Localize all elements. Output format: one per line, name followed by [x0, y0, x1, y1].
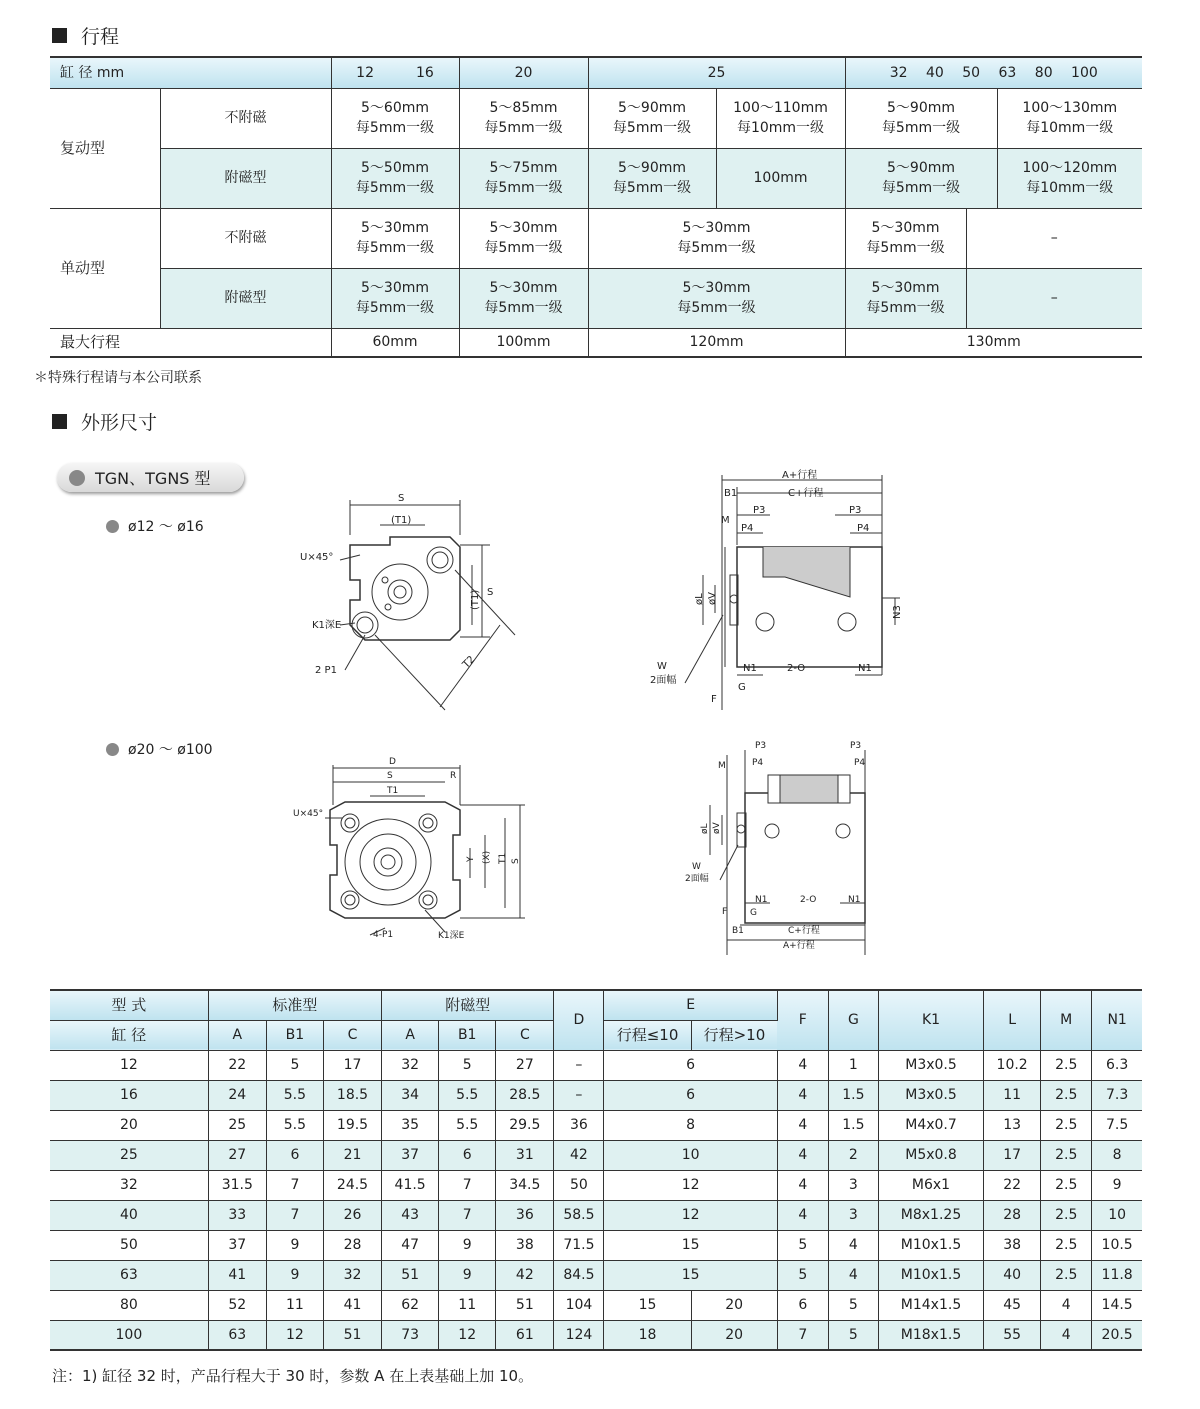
table-cell: 12	[439, 1320, 496, 1350]
table-cell: 51	[323, 1320, 381, 1350]
table-cell: 4	[828, 1260, 878, 1290]
table-cell: 4	[828, 1230, 878, 1260]
non-magnetic-label: 不附磁	[160, 208, 331, 268]
label-M: M	[718, 761, 726, 771]
table-row	[50, 1140, 1142, 1170]
table-cell: 73	[382, 1320, 439, 1350]
max-stroke-cell: 130mm	[845, 328, 1142, 357]
table-cell: 5.5	[266, 1110, 323, 1140]
table-cell: 9	[439, 1260, 496, 1290]
dims-title-text: 外形尺寸	[81, 412, 158, 434]
table-cell: 12	[604, 1170, 777, 1200]
table-cell: 5.5	[266, 1080, 323, 1110]
table-cell: 5	[828, 1320, 878, 1350]
single-acting-label: 单动型	[50, 208, 160, 328]
table-cell: M3x0.5	[878, 1050, 983, 1080]
table-cell: M8x1.25	[878, 1200, 983, 1230]
label-P4: P4	[741, 523, 754, 534]
table-cell: 5	[266, 1050, 323, 1080]
magnetic-label: 附磁型	[160, 148, 331, 208]
label-P3-right: P3	[850, 741, 862, 751]
label-T1: T1	[387, 786, 399, 796]
table-cell: 1.5	[828, 1110, 878, 1140]
table-cell: 9	[266, 1230, 323, 1260]
label-C-stroke: C+行程	[788, 488, 824, 499]
header-B1: B1	[266, 1020, 323, 1050]
table-cell: M10x1.5	[878, 1260, 983, 1290]
table-cell: 2.5	[1041, 1200, 1092, 1230]
label-B1: B1	[724, 488, 738, 499]
table-cell: 15	[604, 1260, 777, 1290]
table-cell: 18.5	[323, 1080, 381, 1110]
table-cell: 51	[382, 1260, 439, 1290]
header-magnetic: 附磁型	[382, 990, 554, 1020]
model-pill-text: TGN、TGNS 型	[95, 469, 211, 488]
front-view-large-drawing	[285, 750, 545, 945]
table-cell: 5.5	[439, 1080, 496, 1110]
header-L: L	[984, 990, 1041, 1050]
table-cell: 42	[496, 1260, 554, 1290]
table-cell: 25	[208, 1110, 266, 1140]
stroke-cell: 5～30mm 每5mm一级	[331, 268, 459, 328]
table-cell: 4	[777, 1080, 828, 1110]
label-A-stroke: A+行程	[782, 470, 818, 481]
label-K1E: K1深E	[438, 931, 465, 941]
table-cell: M3x0.5	[878, 1080, 983, 1110]
table-cell: 24	[208, 1080, 266, 1110]
table-cell: 28	[984, 1200, 1041, 1230]
table-cell: 11.8	[1092, 1260, 1142, 1290]
label-F: F	[722, 907, 728, 917]
label-T1-side: T1	[498, 852, 508, 864]
header-C: C	[323, 1020, 381, 1050]
table-cell: 10	[1092, 1200, 1142, 1230]
table-cell: 5	[777, 1230, 828, 1260]
table-cell: 104	[554, 1290, 604, 1320]
table-cell: 7	[777, 1320, 828, 1350]
table-row	[50, 1320, 1142, 1350]
table-cell: 2.5	[1041, 1050, 1092, 1080]
table-cell: M6x1	[878, 1170, 983, 1200]
table-cell: 27	[208, 1140, 266, 1170]
label-P3-right: P3	[849, 505, 862, 516]
side-view-large-drawing	[680, 735, 880, 955]
max-stroke-cell: 100mm	[459, 328, 588, 357]
table-cell: M18x1.5	[878, 1320, 983, 1350]
stroke-table	[50, 56, 1142, 358]
table-cell: 4	[777, 1170, 828, 1200]
label-2O: 2-O	[800, 895, 817, 905]
table-cell: 10.5	[1092, 1230, 1142, 1260]
table-cell: 63	[208, 1320, 266, 1350]
table-cell: 26	[323, 1200, 381, 1230]
table-cell: 50	[554, 1170, 604, 1200]
table-cell: 40	[984, 1260, 1041, 1290]
table-cell: M5x0.8	[878, 1140, 983, 1170]
table-cell: –	[554, 1050, 604, 1080]
table-cell: 9	[266, 1260, 323, 1290]
label-N1-right: N1	[858, 663, 872, 674]
table-cell: 7	[439, 1200, 496, 1230]
table-cell: 11	[439, 1290, 496, 1320]
header-G: G	[828, 990, 878, 1050]
table-cell: 21	[323, 1140, 381, 1170]
table-cell: 6	[604, 1080, 777, 1110]
label-Y: Y	[466, 856, 476, 862]
stroke-cell: 5～75mm 每5mm一级	[459, 148, 588, 208]
table-cell: 24.5	[323, 1170, 381, 1200]
max-stroke-cell: 60mm	[331, 328, 459, 357]
label-U45: U×45°	[300, 552, 334, 563]
table-cell: 34	[382, 1080, 439, 1110]
label-P3: P3	[753, 505, 766, 516]
table-cell: 29.5	[496, 1110, 554, 1140]
label-C-stroke: C+行程	[788, 926, 820, 936]
dims-section-title	[52, 408, 157, 435]
max-stroke-label: 最大行程	[50, 328, 331, 357]
table-cell: 32	[323, 1260, 381, 1290]
label-D: D	[389, 757, 396, 767]
table-cell: 2.5	[1041, 1080, 1092, 1110]
table-cell: 71.5	[554, 1230, 604, 1260]
table-cell: 32	[50, 1170, 208, 1200]
square-bullet-icon	[52, 414, 67, 429]
table-cell: 100	[50, 1320, 208, 1350]
table-row	[50, 1290, 1142, 1320]
table-cell: 5	[777, 1260, 828, 1290]
header-bore: 缸 径	[50, 1020, 208, 1050]
bore-32-100: 32 40 50 63 80 100	[845, 57, 1142, 88]
table-cell: 41	[208, 1260, 266, 1290]
stroke-cell: 5～90mm 每5mm一级	[588, 88, 716, 148]
stroke-cell: 5～30mm 每5mm一级	[331, 208, 459, 268]
bore-label: 缸 径 mm	[50, 57, 331, 88]
label-phiV: øV	[707, 592, 718, 605]
table-cell: 1	[828, 1050, 878, 1080]
table-cell: 6	[439, 1140, 496, 1170]
label-A-stroke: A+行程	[783, 941, 815, 951]
header-F: F	[777, 990, 828, 1050]
table-cell: 2.5	[1041, 1260, 1092, 1290]
label-S: S	[398, 493, 405, 504]
label-N1-right: N1	[848, 895, 861, 905]
table-cell: 15	[604, 1290, 691, 1320]
table-cell: 35	[382, 1110, 439, 1140]
header-type: 型 式	[50, 990, 208, 1020]
table-cell: 2.5	[1041, 1170, 1092, 1200]
table-cell: 7	[266, 1170, 323, 1200]
table-row	[50, 1050, 1142, 1080]
table-row	[50, 1110, 1142, 1140]
stroke-cell: 5～90mm 每5mm一级	[845, 88, 997, 148]
label-N3: N3	[892, 605, 903, 619]
table-cell: 7.5	[1092, 1110, 1142, 1140]
table-cell: 28.5	[496, 1080, 554, 1110]
stroke-cell: –	[966, 208, 1142, 268]
label-S-side: S	[487, 587, 494, 598]
table-cell: 50	[50, 1230, 208, 1260]
table-cell: 2.5	[1041, 1230, 1092, 1260]
stroke-cell: 5～30mm 每5mm一级	[459, 208, 588, 268]
table-cell: 2.5	[1041, 1140, 1092, 1170]
header-N1: N1	[1092, 990, 1142, 1050]
table-cell: 4	[1041, 1290, 1092, 1320]
table-cell: 45	[984, 1290, 1041, 1320]
stroke-cell: 5～60mm 每5mm一级	[331, 88, 459, 148]
stroke-cell: 100～110mm 每10mm一级	[716, 88, 845, 148]
table-cell: 47	[382, 1230, 439, 1260]
table-cell: 10.2	[984, 1050, 1041, 1080]
label-T2: T2	[460, 654, 478, 671]
label-N1: N1	[755, 895, 768, 905]
table-cell: 4	[1041, 1320, 1092, 1350]
table-cell: 40	[50, 1200, 208, 1230]
label-W2: 2面幅	[685, 874, 709, 884]
table-cell: 20.5	[1092, 1320, 1142, 1350]
circle-bullet-icon	[106, 520, 119, 533]
circle-bullet-icon	[106, 743, 119, 756]
table-cell: 38	[496, 1230, 554, 1260]
table-cell: 4	[777, 1140, 828, 1170]
table-cell: 6	[777, 1290, 828, 1320]
table-cell: 1.5	[828, 1080, 878, 1110]
header-E: E	[604, 990, 777, 1020]
table-cell: 8	[604, 1110, 777, 1140]
header-mag-C: C	[496, 1020, 554, 1050]
table-cell: 5	[439, 1050, 496, 1080]
table-cell: 6	[604, 1050, 777, 1080]
circle-bullet-icon	[69, 470, 85, 486]
label-N1: N1	[743, 663, 757, 674]
table-cell: 33	[208, 1200, 266, 1230]
table-cell: 22	[984, 1170, 1041, 1200]
table-cell: 3	[828, 1170, 878, 1200]
table-cell: 11	[266, 1290, 323, 1320]
label-2O: 2-O	[787, 663, 806, 674]
label-G: G	[750, 908, 757, 918]
stroke-cell: 5～30mm 每5mm一级	[845, 208, 966, 268]
table-cell: 16	[50, 1080, 208, 1110]
bore-20: 20	[459, 57, 588, 88]
table-cell: 31	[496, 1140, 554, 1170]
table-cell: 36	[554, 1110, 604, 1140]
table-row	[50, 1230, 1142, 1260]
stroke-cell: 100mm	[716, 148, 845, 208]
label-P4: P4	[752, 758, 764, 768]
table-cell: 28	[323, 1230, 381, 1260]
table-cell: 19.5	[323, 1110, 381, 1140]
stroke-cell: 5～30mm 每5mm一级	[588, 208, 845, 268]
table-cell: 38	[984, 1230, 1041, 1260]
stroke-cell: 5～90mm 每5mm一级	[588, 148, 716, 208]
table-cell: 13	[984, 1110, 1041, 1140]
table-cell: 41	[323, 1290, 381, 1320]
stroke-cell: 5～30mm 每5mm一级	[845, 268, 966, 328]
table-row	[50, 1260, 1142, 1290]
table-cell: 22	[208, 1050, 266, 1080]
header-mag-B1: B1	[439, 1020, 496, 1050]
table-cell: 7	[439, 1170, 496, 1200]
stroke-cell: 5～50mm 每5mm一级	[331, 148, 459, 208]
table-cell: 12	[266, 1320, 323, 1350]
table-cell: 8	[1092, 1140, 1142, 1170]
table-cell: 34.5	[496, 1170, 554, 1200]
bore-range-large	[106, 739, 213, 759]
header-M: M	[1041, 990, 1092, 1050]
magnetic-label: 附磁型	[160, 268, 331, 328]
table-cell: 2	[828, 1140, 878, 1170]
table-cell: 4	[777, 1200, 828, 1230]
table-cell: 27	[496, 1050, 554, 1080]
dimension-table	[50, 989, 1142, 1351]
table-cell: 4	[777, 1110, 828, 1140]
table-cell: 55	[984, 1320, 1041, 1350]
table-cell: 52	[208, 1290, 266, 1320]
stroke-section-title	[52, 22, 119, 49]
stroke-cell: 5～85mm 每5mm一级	[459, 88, 588, 148]
table-cell: 31.5	[208, 1170, 266, 1200]
table-cell: 41.5	[382, 1170, 439, 1200]
stroke-cell: 100～130mm 每10mm一级	[997, 88, 1142, 148]
table-cell: 43	[382, 1200, 439, 1230]
label-B1: B1	[732, 926, 744, 936]
label-T1: (T1)	[391, 515, 412, 526]
header-D: D	[554, 990, 604, 1050]
label-4P1: 4-P1	[373, 930, 394, 940]
table-row	[50, 1080, 1142, 1110]
stroke-cell: 5～90mm 每5mm一级	[845, 148, 997, 208]
label-W2: 2面幅	[650, 675, 677, 686]
stroke-cell: 100～120mm 每10mm一级	[997, 148, 1142, 208]
label-X: (X)	[482, 850, 492, 864]
header-A: A	[208, 1020, 266, 1050]
table-cell: 61	[496, 1320, 554, 1350]
table-cell: 36	[496, 1200, 554, 1230]
table-cell: 4	[777, 1050, 828, 1080]
label-U45: U×45°	[293, 809, 324, 819]
table-cell: M4x0.7	[878, 1110, 983, 1140]
label-S-side: S	[511, 858, 521, 864]
table-cell: 20	[691, 1290, 777, 1320]
table-cell: 12	[50, 1050, 208, 1080]
table-cell: 37	[382, 1140, 439, 1170]
bore-range-small-text: ø12 ～ ø16	[128, 519, 204, 535]
stroke-title-text: 行程	[81, 26, 120, 48]
table-cell: M10x1.5	[878, 1230, 983, 1260]
table-row	[50, 1170, 1142, 1200]
table-cell: 51	[496, 1290, 554, 1320]
stroke-note: ＊特殊行程请与本公司联系	[34, 370, 202, 386]
table-cell: 12	[604, 1200, 777, 1230]
model-pill	[57, 463, 244, 492]
header-E-le10: 行程≤10	[604, 1020, 691, 1050]
table-cell: 84.5	[554, 1260, 604, 1290]
label-G: G	[738, 682, 746, 693]
table-cell: 14.5	[1092, 1290, 1142, 1320]
non-magnetic-label: 不附磁	[160, 88, 331, 148]
stroke-cell: –	[966, 268, 1142, 328]
table-cell: 20	[691, 1320, 777, 1350]
label-P4-right: P4	[854, 758, 866, 768]
table-cell: 9	[1092, 1170, 1142, 1200]
table-cell: 9	[439, 1230, 496, 1260]
stroke-cell: 5～30mm 每5mm一级	[588, 268, 845, 328]
table-row	[50, 1200, 1142, 1230]
table-cell: 18	[604, 1320, 691, 1350]
table-cell: M14x1.5	[878, 1290, 983, 1320]
label-F: F	[711, 694, 717, 705]
table-cell: 25	[50, 1140, 208, 1170]
table-cell: 124	[554, 1320, 604, 1350]
table-cell: 17	[984, 1140, 1041, 1170]
label-W: W	[657, 661, 667, 672]
table-cell: 11	[984, 1080, 1041, 1110]
table-cell: 20	[50, 1110, 208, 1140]
label-W: W	[692, 862, 701, 872]
square-bullet-icon	[52, 28, 67, 43]
front-view-small-drawing	[290, 485, 540, 720]
table-cell: 42	[554, 1140, 604, 1170]
table-cell: 6.3	[1092, 1050, 1142, 1080]
stroke-cell: 5～30mm 每5mm一级	[459, 268, 588, 328]
label-K1E: K1深E	[312, 620, 342, 631]
table-cell: 7	[266, 1200, 323, 1230]
table-cell: 10	[604, 1140, 777, 1170]
label-phiL: øL	[700, 823, 710, 834]
label-phiL: øL	[694, 593, 705, 605]
table-cell: 5.5	[439, 1110, 496, 1140]
table-cell: 62	[382, 1290, 439, 1320]
label-P4-right: P4	[857, 523, 870, 534]
header-K1: K1	[878, 990, 983, 1050]
table-cell: 80	[50, 1290, 208, 1320]
label-S-top: S	[387, 771, 393, 781]
table-cell: 32	[382, 1050, 439, 1080]
table-cell: 2.5	[1041, 1110, 1092, 1140]
label-P3: P3	[755, 741, 767, 751]
table-cell: 63	[50, 1260, 208, 1290]
bore-range-large-text: ø20 ～ ø100	[128, 742, 213, 758]
bore-range-small	[106, 516, 204, 536]
label-R: R	[450, 771, 457, 781]
max-stroke-cell: 120mm	[588, 328, 845, 357]
bore-12-16: 12 16	[331, 57, 459, 88]
table-cell: –	[554, 1080, 604, 1110]
label-T1-side: (T1)	[470, 589, 481, 610]
header-mag-A: A	[382, 1020, 439, 1050]
double-acting-label: 复动型	[50, 88, 160, 208]
header-standard: 标准型	[208, 990, 381, 1020]
table-cell: 6	[266, 1140, 323, 1170]
footnote: 注：1) 缸径 32 时，产品行程大于 30 时，参数 A 在上表基础上加 10。	[52, 1367, 534, 1385]
table-cell: 58.5	[554, 1200, 604, 1230]
table-cell: 37	[208, 1230, 266, 1260]
table-cell: 15	[604, 1230, 777, 1260]
table-cell: 5	[828, 1290, 878, 1320]
bore-25: 25	[588, 57, 845, 88]
table-cell: 7.3	[1092, 1080, 1142, 1110]
header-E-gt10: 行程>10	[691, 1020, 777, 1050]
table-cell: 17	[323, 1050, 381, 1080]
table-cell: 3	[828, 1200, 878, 1230]
label-2P1: 2 P1	[315, 665, 337, 676]
label-M: M	[721, 515, 730, 526]
side-view-small-drawing	[645, 465, 905, 710]
label-phiV: øV	[712, 822, 722, 834]
